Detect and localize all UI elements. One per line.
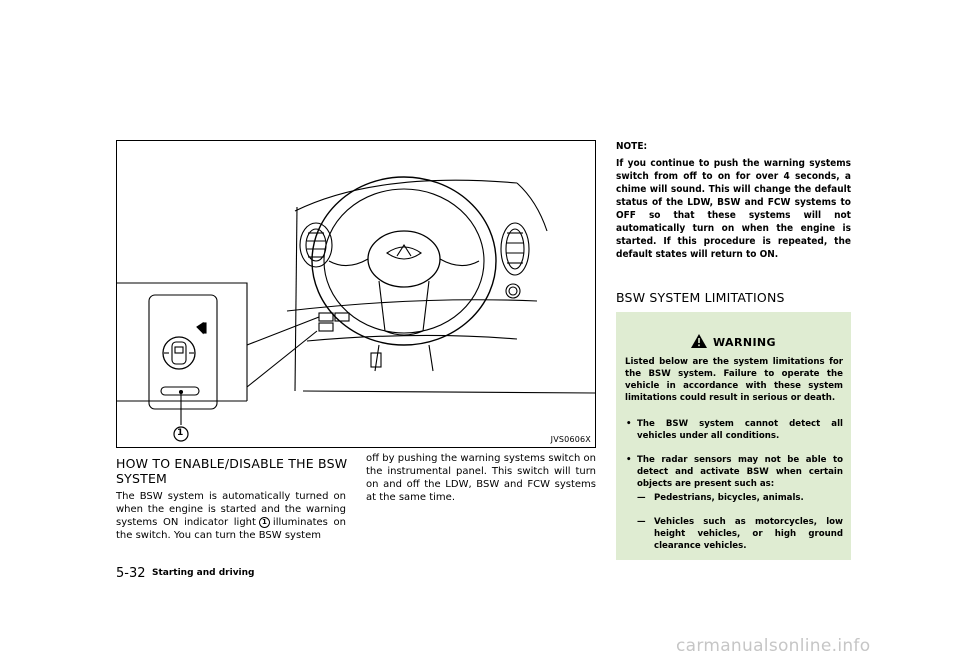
bullet-marker: • [626, 455, 632, 465]
left-vent-icon [300, 223, 332, 267]
warning-subitem-1: Pedestrians, bicycles, animals. [654, 493, 804, 503]
watermark: carmanualsonline.info [676, 636, 871, 656]
bullet-marker: • [626, 419, 632, 429]
enable-paragraph-continued: off by pushing the warning systems switch on the instrumental panel. This switch will turn on and off the LDW, BSW and FCW systems at the same time. [366, 453, 596, 503]
steering-wheel-illustration [117, 141, 595, 447]
steering-wheel-icon [312, 177, 496, 345]
section-heading-limitations: BSW SYSTEM LIMITATIONS [616, 290, 785, 305]
right-vent-icon [501, 223, 529, 275]
paragraph-text-a: The BSW system is automatically turned on when the engine is started and the warning systems ON indicator light [116, 491, 346, 528]
note-label: NOTE: [616, 141, 648, 152]
warning-title: WARNING [713, 336, 776, 349]
heading-line-2: SYSTEM [116, 471, 168, 486]
paragraph-text-b: illuminates on the switch. You can turn the BSW system [116, 517, 346, 541]
logo-icon [387, 247, 421, 259]
enable-paragraph [116, 490, 346, 542]
note-text: If you continue to push the warning systems switch from off to on for over 4 seconds, a chime will sound. This will change the default status of the LDW, BSW and FCW systems to OFF so that these systems will not automatically turn on when the engine is started. If this procedure is repeated, the default states will return to ON. [616, 158, 851, 260]
warning-bullet-1: The BSW system cannot detect all vehicles under all conditions. [637, 419, 843, 441]
dash-marker: — [637, 493, 646, 503]
warning-subitem-2: Vehicles such as motorcycles, low height vehicles, or high ground clearance vehicles. [654, 517, 843, 551]
page-number: 5-32 [116, 566, 146, 581]
footer-section-title: Starting and driving [152, 568, 255, 578]
warning-title-row [616, 334, 851, 351]
warning-triangle-icon [691, 334, 707, 351]
knob-icon [506, 284, 520, 298]
callout-number: 1 [177, 428, 184, 438]
warning-box [616, 312, 851, 560]
dash-marker: — [637, 517, 646, 527]
heading-line-1: HOW TO ENABLE/DISABLE THE BSW [116, 456, 348, 471]
switch-cluster-icon [319, 313, 333, 321]
figure-code: JVS0606X [550, 435, 591, 444]
section-heading-enable-disable [116, 456, 347, 486]
warning-bullet-2: The radar sensors may not be able to detect and activate BSW when certain objects are present such as: [637, 455, 843, 489]
warning-intro: Listed below are the system limitations for the BSW system. Failure to operate the vehicle in accordance with these system limitations could result in serious or death. [625, 357, 843, 403]
indicator-marker-icon: 1 [259, 517, 270, 528]
illustration-figure [116, 140, 596, 448]
